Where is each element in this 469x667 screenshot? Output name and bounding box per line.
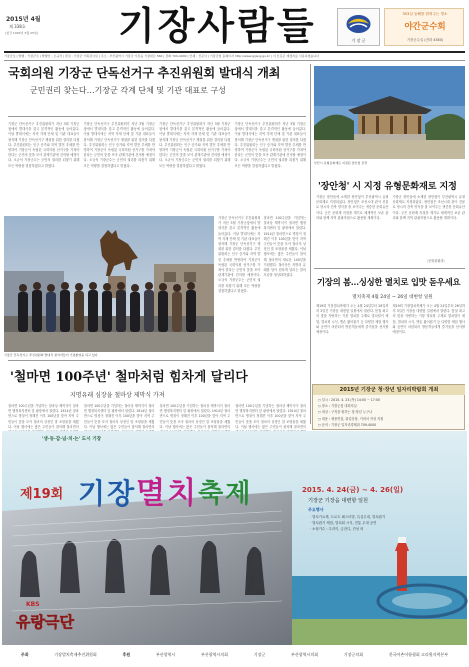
lead-continued bbox=[218, 216, 306, 356]
festival-title bbox=[78, 471, 298, 511]
lead-body-col-2: 기장군 단독선거구 추진위원회가 지난 3월 기장군청에서 발대식을 갖고 본격적인 활동에 들어갔다. 이날 발대식에는 지역 각계 단체 및 기관 대표들이 참석해 기장군 단독선거구 쟁취를 위한 결의를 다졌다. 추진위원회는 인구 증가와 지역 발전 추세를 반영하여 기장군이 독립된 국회의원 선거구를 가져야 한다는 군민의 뜻을 모아 관계기관에 건의할 예정이다. 오규석 기장군수는 군민의 권리를 되찾기 위해 모든 역량을 결집하겠다고 밝혔다. bbox=[83, 122, 155, 168]
lead-body-col-3: 기장군 단독선거구 추진위원회가 지난 3월 기장군청에서 발대식을 갖고 본격적인 활동에 들어갔다. 이날 발대식에는 지역 각계 단체 및 기관 대표들이 참석해 기장군 단독선거구 쟁취를 위한 결의를 다졌다. 추진위원회는 인구 증가와 지역 발전 추세를 반영하여 기장군이 독립된 국회의원 선거구를 가져야 한다는 군민의 뜻을 모아 관계기관에 건의할 예정이다. 오규석 기장군수는 군민의 권리를 되찾기 위해 모든 역량을 결집하겠다고 밝혔다. bbox=[159, 122, 231, 168]
group-horse-photo bbox=[4, 216, 214, 352]
anchovy-body bbox=[316, 304, 465, 380]
festival-program-heading: 주요행사 bbox=[308, 507, 324, 512]
jangangchung-col-2: 기장군 장안읍에 소재한 장안청이 부산광역시 유형문화재로 지정되었다. 장안청은 조선시대 관아 건물로 당시의 건축 양식을 잘 보여주는 귀중한 문화유산이다. 군은 문화재 지정을 계기로 체계적인 보존 관리와 함께 지역 관광자원으로 활용할 계획이다. bbox=[392, 195, 465, 220]
lead-subhead: 군민권리 찾는다…기장군 각계 단체 및 기관 대표로 구성 bbox=[30, 86, 226, 95]
expo-line-5: ○ 문의 : 기장군 일자리경제과 709-4000 bbox=[318, 422, 377, 427]
county-emblem-icon bbox=[338, 11, 379, 37]
lead-cont-col-1: 기장군 단독선거구 추진위원회가 지난 3월 기장군청에서 발대식을 갖고 본격적인 활동에 들어갔다. 이날 발대식에는 지역 각계 단체 및 기관 대표들이 참석해 기장군 단독선거구 쟁취를 위한 결의를 다졌다. 추진위원회는 인구 증가와 지역 발전 추세를 반영하여 기장군이 독립된 국회의원 선거구를 가져야 한다는 군민의 뜻을 모아 관계기관에 건의할 예정이다. 오규석 기장군수는 군민의 권리를 되찾기 위해 모든 역량을 결집하겠다고 밝혔다. bbox=[218, 216, 261, 293]
lead-body bbox=[8, 122, 306, 212]
masthead bbox=[0, 0, 469, 52]
cheolma-subhead: 지명유래 심장을 철마상 제막식 가져 bbox=[70, 392, 165, 399]
cheolma-col-3: 철마면 100주년을 기념하는 철마상 제막식이 철마면 행정복지센터 앞 광장에서 열렸다. 1914년 철마면으로 명칭이 정해진 이후 100년을 맞아 지역 주민들이 뜻을 모아 철마의 상징인 말 조형물을 세웠다. 이날 행사에는 많은 주민들이 참석해 철마면의 bbox=[159, 404, 231, 429]
festival-tagline: '생·동·감·넘·치·는' 도시 기장 bbox=[42, 437, 102, 442]
jangangchung-body bbox=[316, 195, 465, 257]
festival-title-char-4: 치 bbox=[167, 476, 197, 511]
jangangchung-byline: 〈문화관광과〉 bbox=[425, 259, 447, 263]
footer-sponsor-3: 기장군 bbox=[253, 652, 266, 657]
footer-sponsor-5: 기장군의회 bbox=[343, 652, 364, 657]
show-label: 유랑극단 bbox=[16, 613, 74, 631]
jangangchung-photo bbox=[314, 66, 465, 159]
festival-program-3: · 소형가수 : 우리이, 금잔디, 진성 외 bbox=[310, 527, 364, 531]
kbs-badge: KBS bbox=[26, 601, 40, 608]
lead-cont-col-2: 철마면 100주년을 기념하는 철마상 제막식이 철마면 행정복지센터 앞 광장에서 열렸다. 1914년 철마면으로 명칭이 정해진 이후 100년을 맞아 지역 주민들이 뜻을 모아 철마의 상징인 말 조형물을 세웠다. 이날 행사에는 많은 주민들이 참석해 철마면의 새로운 100년을 기원했다. 철마상은 지명의 유래를 담아 힘차게 달리는 말의 모습을 형상화하였다. bbox=[263, 216, 306, 278]
festival-title-char-3: 멸 bbox=[136, 476, 166, 511]
cheolma-body bbox=[8, 404, 306, 429]
lead-headline: 국회의원 기장군 단독선거구 추진위원회 발대식 개최 bbox=[8, 66, 281, 80]
lead-body-col-4: 기장군 단독선거구 추진위원회가 지난 3월 기장군청에서 발대식을 갖고 본격적인 활동에 들어갔다. 이날 발대식에는 지역 각계 단체 및 기관 대표들이 참석해 기장군 단독선거구 쟁취를 위한 결의를 다졌다. 추진위원회는 인구 증가와 지역 발전 추세를 반영하여 기장군이 독립된 국회의원 선거구를 가져야 한다는 군민의 뜻을 모아 관계기관에 건의할 예정이다. 오규석 기장군수는 군민의 권리를 되찾기 위해 모든 역량을 결집하겠다고 밝혔다. bbox=[234, 122, 306, 168]
info-bar: 기장군보 | 발행 : 기장군수 | 발행인 : 오규석 | 편집 : 기장군 기획감사실 | 주소 : 부산광역시 기장군 기장읍 기장대로 560 | 전화 709-4000 | 인쇄 : 신문사 | 기장군청 홈페이지 http://www.gijang.go.kr | 이 신문은 재생지를 사용하였습니다 bbox=[4, 54, 320, 58]
footer-sponsor-6: 한국어촌어항협회 고리원자력본부 bbox=[388, 652, 449, 657]
county-logo bbox=[337, 8, 380, 46]
expo-line-2: ○ 장소 : 기장군청 대회의실 bbox=[318, 404, 357, 409]
issue-sub: (창간 1993년 3월 25일) bbox=[5, 31, 39, 35]
cheolma-headline: '철마면 100주년' 철마처럼 힘차게 달리다 bbox=[10, 370, 248, 385]
expo-line-4: ○ 내용 : 채용면접, 취업상담, 이력서 작성 지원 bbox=[318, 416, 384, 421]
newspaper-title: 기장사람들 bbox=[118, 4, 317, 48]
issue-date: 2015년 4월 bbox=[6, 16, 41, 23]
footer-sponsor-label: 후원 bbox=[122, 652, 131, 657]
issue-number: 제 338호 bbox=[9, 24, 26, 29]
cheolma-col-1: 철마면 100주년을 기념하는 철마상 제막식이 철마면 행정복지센터 앞 광장에서 열렸다. 1914년 철마면으로 명칭이 정해진 이후 100년을 맞아 지역 주민들이 뜻을 모아 철마의 상징인 말 조형물을 세웠다. 이날 행사에는 많은 주민들이 참석해 철마면의 bbox=[8, 404, 79, 429]
masthead-ad bbox=[384, 8, 464, 46]
festival-title-char-2: 장 bbox=[107, 477, 135, 510]
lead-photo bbox=[4, 216, 214, 352]
footer-sponsor-2: 부산광역시의회 bbox=[200, 652, 229, 657]
expo-lines bbox=[318, 397, 461, 428]
anchovy-headline: 기장의 봄…싱싱한 멸치로 입맛 돋우세요 bbox=[317, 277, 461, 287]
right-rule-1 bbox=[314, 268, 465, 269]
logo-caption: 기 장 군 bbox=[351, 38, 366, 43]
footer-sponsor-1: 부산광역시 bbox=[155, 652, 176, 657]
festival-venue: 기장군 기장읍 대변항 일원 bbox=[308, 498, 369, 504]
cheolma-rule bbox=[8, 360, 306, 361]
festival-title-char-5: 축 bbox=[198, 479, 224, 509]
lead-divider bbox=[8, 116, 306, 117]
festival-edition: 제19회 bbox=[20, 487, 64, 502]
expo-line-1: ○ 일시 : 2015. 4. 23.(목) 14:00 ~ 17:00 bbox=[318, 398, 380, 402]
ad-line-2: 야간군수회 bbox=[404, 22, 446, 32]
festival-dates: 2015. 4. 24(금) ~ 4. 26(일) bbox=[302, 486, 404, 494]
festival-program-1: · 멸치가요제, 트로트 페스티벌, 특설무대, 멸치잡기 bbox=[310, 515, 386, 519]
anchovy-subhead: 멸치축제 4월 24일 ~ 26일 대변항 일원 bbox=[352, 295, 433, 300]
cheolma-col-2: 철마면 100주년을 기념하는 철마상 제막식이 철마면 행정복지센터 앞 광장에서 열렸다. 1914년 철마면으로 명칭이 정해진 이후 100년을 맞아 지역 주민들이 뜻을 모아 철마의 상징인 말 조형물을 세웠다. 이날 행사에는 많은 주민들이 참석해 철마면의 bbox=[83, 404, 155, 429]
footer-host-label: 주최 bbox=[20, 652, 29, 657]
center-divider-v bbox=[310, 64, 311, 424]
festival-program-2: · 멸치잡기 체험, 멸치회 시식, 전통 무대 공연 bbox=[310, 521, 377, 525]
footer-host: 기장멸치축제추진위원회 bbox=[54, 652, 97, 657]
anchovy-col-2: 제19회 기장멸치축제가 오는 4월 24일부터 26일까지 3일간 기장읍 대변항 일원에서 열린다. 봄철 최고의 맛을 자랑하는 기장 멸치를 주제로 멸치털이 체험, 멸치회 시식, 맨손 활어잡기 등 다양한 체험 행사와 공연이 마련되어 방문객들에게 즐거움을 선사할 예정이다. bbox=[392, 304, 465, 335]
lead-photo-caption: 기장군 단독선거구 추진위원회 발대식 참석자들이 기념촬영을 하고 있다 bbox=[4, 353, 98, 357]
jangangchung-caption: 부산시 유형문화재로 지정된 장안청 전경 bbox=[314, 161, 368, 165]
expo-title: 2015년 기장군 청·장년 일자리박람회 개최 bbox=[313, 385, 465, 395]
expo-line-3: ○ 대상 : 구직을 원하는 청·장년 누구나 bbox=[318, 410, 373, 415]
jangangchung-col-1: 기장군 장안읍에 소재한 장안청이 부산광역시 유형문화재로 지정되었다. 장안청은 조선시대 관아 건물로 당시의 건축 양식을 잘 보여주는 귀중한 문화유산이다. 군은 문화재 지정을 계기로 체계적인 보존 관리와 함께 지역 관광자원으로 활용할 계획이다. bbox=[316, 195, 389, 220]
festival-ad bbox=[2, 431, 467, 665]
lead-body-col-1: 기장군 단독선거구 추진위원회가 지난 3월 기장군청에서 발대식을 갖고 본격적인 활동에 들어갔다. 이날 발대식에는 지역 각계 단체 및 기관 대표들이 참석해 기장군 단독선거구 쟁취를 위한 결의를 다졌다. 추진위원회는 인구 증가와 지역 발전 추세를 반영하여 기장군이 독립된 국회의원 선거구를 가져야 한다는 군민의 뜻을 모아 관계기관에 건의할 예정이다. 오규석 기장군수는 군민의 권리를 되찾기 위해 모든 역량을 결집하겠다고 밝혔다. bbox=[8, 122, 80, 168]
expo-box bbox=[312, 384, 465, 430]
festival-title-char-1: 기 bbox=[78, 477, 106, 510]
footer-sponsor-4: 부산광역시의회 bbox=[291, 652, 319, 657]
info-rule bbox=[4, 60, 465, 61]
jangangchung-headline: '장안청' 시 지정 유형문화재로 지정 bbox=[318, 181, 457, 192]
anchovy-col-1: 제19회 기장멸치축제가 오는 4월 24일부터 26일까지 3일간 기장읍 대변항 일원에서 열린다. 봄철 최고의 맛을 자랑하는 기장 멸치를 주제로 멸치털이 체험, 멸치회 시식, 맨손 활어잡기 등 다양한 체험 행사와 공연이 마련되어 방문객들에게 즐거움을 선사할 예정이다. bbox=[316, 304, 389, 335]
festival-footer bbox=[2, 647, 467, 663]
festival-programs bbox=[310, 514, 462, 532]
heritage-building-photo bbox=[314, 66, 465, 159]
ad-line-1: 353일 동해를 밝혀주는 명소 bbox=[402, 12, 448, 16]
ad-line-3: 기장군수실 (전화 4380) bbox=[406, 38, 444, 42]
festival-title-char-6: 제 bbox=[225, 479, 251, 509]
cheolma-col-4: 철마면 100주년을 기념하는 철마상 제막식이 철마면 행정복지센터 앞 광장에서 열렸다. 1914년 철마면으로 명칭이 정해진 이후 100년을 맞아 지역 주민들이 뜻을 모아 철마의 상징인 말 조형물을 세웠다. 이날 행사에는 많은 주민들이 참석해 철마면의 bbox=[235, 404, 306, 429]
